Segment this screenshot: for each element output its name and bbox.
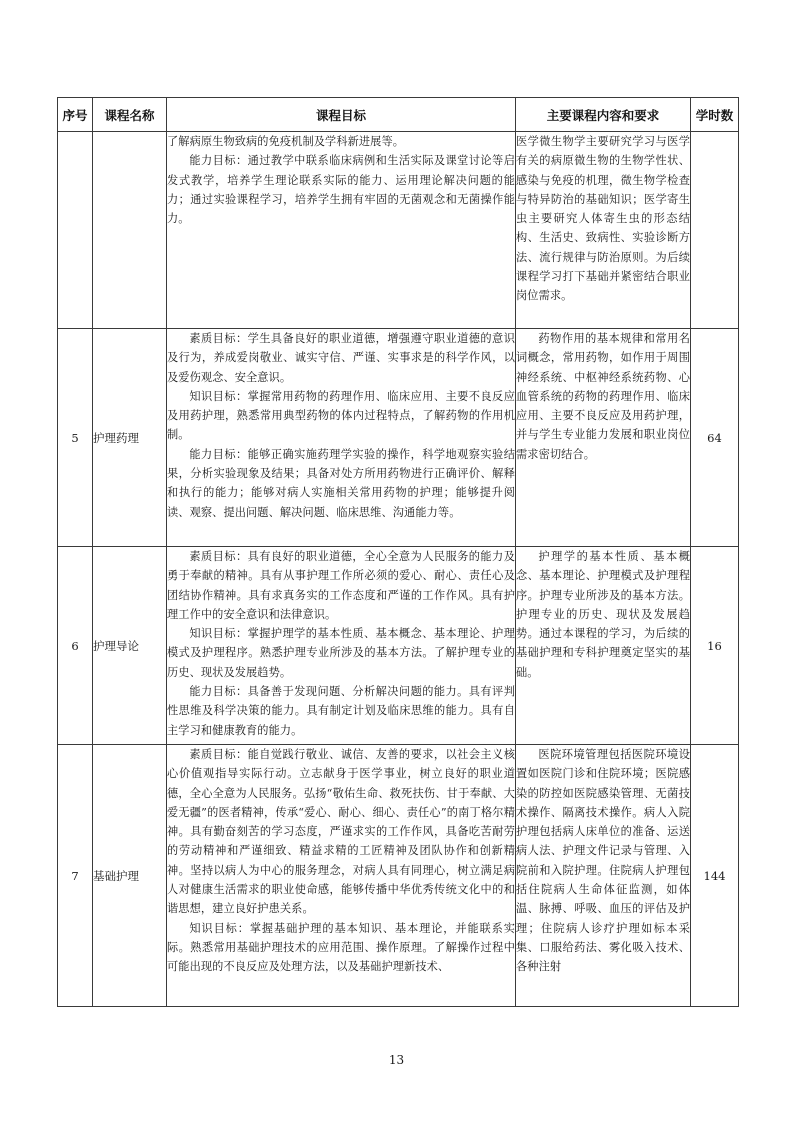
row-course-content — [516, 547, 691, 745]
paragraph: 知识目标：掌握基础护理的基本知识、基本理论，并能联系实际。熟悉常用基础护理技术的应用范围、操作原理。了解操作过程中可能出现的不良反应及处理方法，以及基础护理新技术、 — [167, 921, 515, 974]
paragraph: 医院环境管理包括医院环境设置如医院门诊和住院环境；医院感染的防控如医院感染管理、无菌技术操作、隔离技术操作。病人入院护理包括病人床单位的准备、运送病人法、护理文件记录与管理、入院前和入院护理。住院病人护理包括住院病人生命体征监测，如体温、脉搏、呼吸、血压的评估及护理；住院病人诊疗护理如标本采集、口服给药法、雾化吸入技术、各种注射 — [516, 748, 690, 974]
row-course-goal — [167, 547, 516, 745]
header-course-goal: 课程目标 — [167, 98, 516, 132]
table-row — [58, 329, 739, 547]
header-num: 序号 — [58, 98, 93, 132]
row-course-goal — [167, 745, 516, 1007]
paragraph: 医学微生物学主要研究学习与医学有关的病原微生物的生物学性状、感染与免疫的机理，微生物学检查与特异防治的基础知识；医学寄生虫主要研究人体寄生虫的形态结构、生活史、致病性、实验诊断方法、流行规律与防治原则。为后续课程学习打下基础并紧密结合职业岗位需求。 — [516, 135, 690, 303]
row-course-goal — [167, 132, 516, 329]
page-number: 13 — [388, 1053, 405, 1067]
row-num: 5 — [58, 329, 93, 547]
header-course-content: 主要课程内容和要求 — [516, 98, 691, 132]
table-row — [58, 547, 739, 745]
row-num: 6 — [58, 547, 93, 745]
row-course-content — [516, 132, 691, 329]
row-course-name — [93, 132, 167, 329]
paragraph: 了解病原生物致病的免疫机制及学科新进展等。 — [167, 135, 405, 148]
course-table — [57, 97, 739, 1007]
paragraph: 能力目标：能够正确实施药理学实验的操作，科学地观察实验结果，分析实验现象及结果；具备对处方所用药物进行正确评价、解释和执行的能力；能够对病人实施相关常用药物的护理；能够提升阅读、观察、提出问题、解决问题、临床思维、沟通能力等。 — [167, 447, 515, 519]
row-course-content — [516, 329, 691, 547]
row-num: 7 — [58, 745, 93, 1007]
header-hours: 学时数 — [691, 98, 739, 132]
paragraph: 能力目标：通过教学中联系临床病例和生活实际及课堂讨论等启发式教学，培养学生理论联系实际的能力、运用理论解决问题的能力；通过实验课程学习，培养学生拥有牢固的无菌观念和无菌操作能力。 — [167, 154, 515, 226]
row-course-content — [516, 745, 691, 1007]
row-hours: 16 — [691, 547, 739, 745]
row-num — [58, 132, 93, 329]
header-course-name: 课程名称 — [93, 98, 167, 132]
row-course-name: 护理药理 — [93, 329, 167, 547]
paragraph: 素质目标：学生具备良好的职业道德，增强遵守职业道德的意识及行为，养成爱岗敬业、诚实守信、严谨、实事求是的科学作风，以及爱伤观念、安全意识。 — [167, 332, 515, 384]
table-row — [58, 745, 739, 1007]
row-hours: 144 — [691, 745, 739, 1007]
paragraph: 能力目标：具备善于发现问题、分析解决问题的能力。具有评判性思维及科学决策的能力。具有制定计划及临床思维的能力。具有自主学习和健康教育的能力。 — [167, 685, 515, 737]
paragraph: 护理学的基本性质、基本概念、基本理论、护理模式及护理程序。护理专业所涉及的基本方法。护理专业的历史、现状及发展趋势。通过本课程的学习，为后续的基础护理和专科护理奠定坚实的基础。 — [516, 550, 690, 679]
paragraph: 药物作用的基本规律和常用名词概念，常用药物，如作用于周围神经系统、中枢神经系统药物、心血管系统的药物的药理作用、临床应用、主要不良反应及用药护理，并与学生专业能力发展和职业岗位需求密切结合。 — [516, 332, 690, 461]
paragraph: 知识目标：掌握常用药物的药理作用、临床应用、主要不良反应及用药护理，熟悉常用典型药物的体内过程特点，了解药物的作用机制。 — [167, 389, 515, 442]
row-course-goal — [167, 329, 516, 547]
row-course-name: 基础护理 — [93, 745, 167, 1007]
row-hours: 64 — [691, 329, 739, 547]
row-hours — [691, 132, 739, 329]
table-row — [58, 132, 739, 329]
row-course-name: 护理导论 — [93, 547, 167, 745]
paragraph: 素质目标：具有良好的职业道德，全心全意为人民服务的能力及勇于奉献的精神。具有从事护理工作所必须的爱心、耐心、责任心及团结协作精神。具有求真务实的工作态度和严谨的工作作风。具有护理工作中的安全意识和法律意识。 — [167, 550, 515, 621]
paragraph: 知识目标：掌握护理学的基本性质、基本概念、基本理论、护理模式及护理程序。熟悉护理专业所涉及的基本方法。了解护理专业的历史、现状及发展趋势。 — [167, 627, 515, 679]
paragraph: 素质目标：能自觉践行敬业、诚信、友善的要求，以社会主义核心价值观指导实际行动。立志献身于医学事业，树立良好的职业道德，全心全意为人民服务。弘扬“敬佑生命、救死扶伤、甘于奉献、大爱无疆”的医者精神，传承“爱心、耐心、细心、责任心”的南丁格尔精神。具有勤奋刻苦的学习态度，严谨求实的工作作风，具备吃苦耐劳的劳动精神和严谨细致、精益求精的工匠精神及团队协作和创新精神。坚持以病人为中心的服务理念，对病人具有同理心，树立满足病人对健康生活需求的职业使命感，能够传播中华优秀传统文化中的和谐思想，建立良好护患关系。 — [167, 748, 515, 916]
table-header-row — [58, 98, 739, 132]
